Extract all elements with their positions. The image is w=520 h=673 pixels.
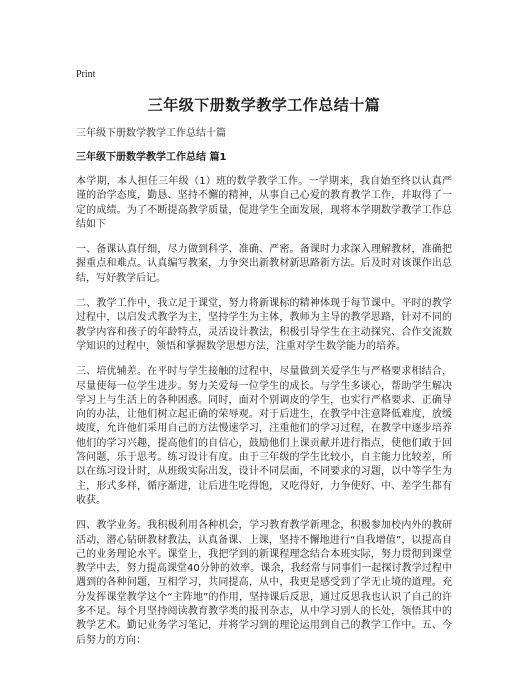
- paragraph-classroom-teaching: 二、教学工作中，我立足于课堂，努力将新课标的精神体现于每节课中。平时的教学过程中，以启发式教学为主，坚持学生为主体，教师为主导的教学思路，针对不同的教学内容和孩子的年龄特点，灵活设计教法，积极引导学生在主动探究、合作交流数学知识的过程中，领悟和掌握数学思想方法，注重对学生数学能力的培养。: [76, 298, 452, 352]
- paragraph-lesson-prep: 一、备课认真仔细，尽力做到科学、准确、严密。备课时力求深入理解教材，准确把握重点和难点。认真编写教案，力争突出新教材新思路新方法。后及时对该课作出总结，写好教学后记。: [76, 244, 452, 284]
- page-title: 三年级下册数学教学工作总结十篇: [147, 96, 381, 114]
- document-subtitle: 三年级下册数学教学工作总结十篇: [76, 128, 226, 139]
- paragraph-tutoring: 三、培优辅差。在平时与学生接触的过程中，尽量做到关爱学生与严格要求相结合，尽量使每一位学生进步。努力关爱每一位学生的成长。与学生多谈心，帮助学生解决学习上与生活上的各种困惑。同时，面对个别调皮的学生，也实行严格要求、正确导向的办法，让他们树立起正确的荣辱观。对于后进生，在教学中注意降低难度，放缓坡度，允许他们采用自己的方法慢速学习，注重他们的学习过程，在教学中逐步培养他们的学习兴趣，提高他们的自信心，鼓励他们上课贡献并进行指点，使他们敢于回答问题，乐于思考。练习设计有度。由于三年级的学生比较小，自主能力比较差，所以在练习设计时，从班级实际出发，设计不同层面，不同要求的习题，以中等学生为主，形式多样，循序渐进，让后进生吃得饱，又吃得好，力争使好、中、差学生都有收获。: [76, 366, 452, 506]
- paragraph-intro: 本学期，本人担任三年级（1）班的数学教学工作。一学期来，我自始至终以认真严谨的治学态度，勤恳、坚持不懈的精神，从事自己心爱的教育教学工作，并取得了一定的成绩。为了不断提高教学质量，促进学生全面发展，现将本学期数学教学工作总结如下: [76, 176, 452, 230]
- paragraph-professional-development: 四、教学业务。我积极利用各种机会，学习教育教学新理念，积极参加校内外的教研活动，潜心钻研教材教法，认真备课、上课，坚持不懈地进行“自我增值”，以提高自己的业务理论水平。课堂上，我把学到的新课程理念结合本班实际，努力贯彻到课堂教学中去，努力提高课堂40分钟的效率。课余，我经常与同事们一起探讨教学过程中遇到的各种问题，互相学习，共同提高，从中，我更是感受到了学无止境的道理。充分发挥课堂教学这个“主阵地”的作用，坚持课后反思，通过反思我也认识了自己的许多不足。每个月坚持阅读教育教学类的报刊杂志，从中学习别人的长处，领悟其中的教学艺术。勤记业务学习笔记，并将学习到的理论运用到自己的教学工作中。五、今后努力的方向：: [76, 520, 452, 646]
- print-link[interactable]: Print: [76, 69, 96, 80]
- section-heading: 三年级下册数学教学工作总结 篇1: [76, 152, 227, 163]
